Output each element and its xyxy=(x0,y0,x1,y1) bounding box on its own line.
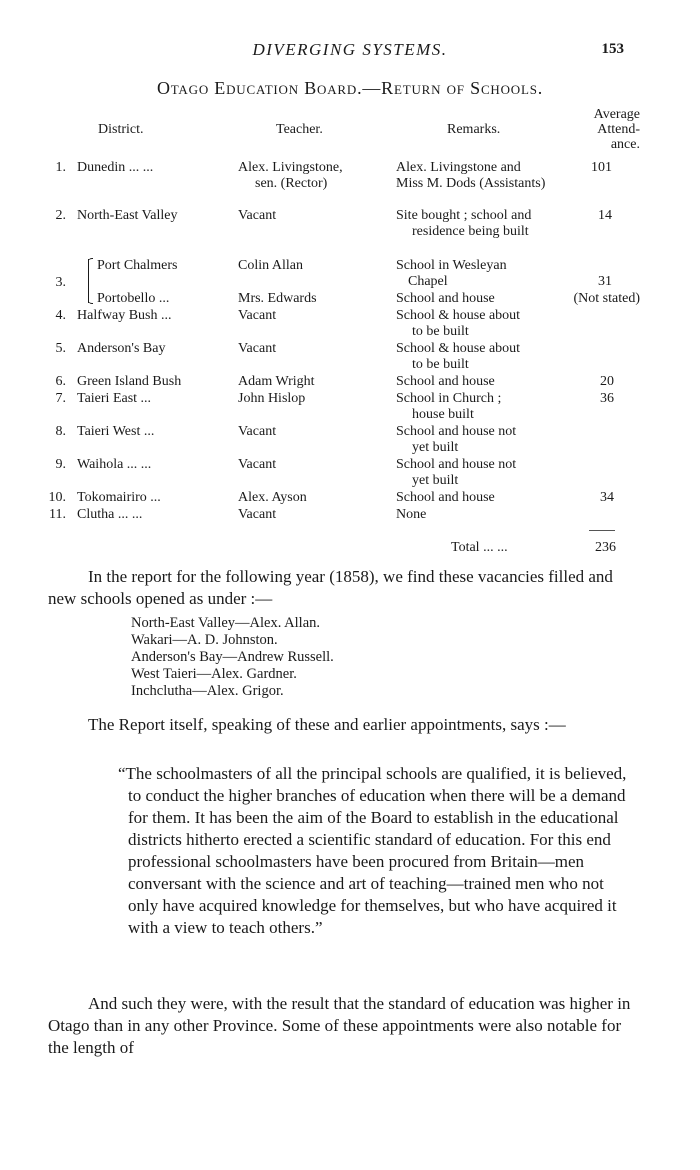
paragraph-intro: In the report for the following year (1858), we find these vacancies filled and new schools opened as under :— xyxy=(48,567,613,608)
teacher-cell: Adam Wright xyxy=(238,374,315,389)
district-cell: North-East Valley xyxy=(77,208,178,223)
district-cell: Halfway Bush ... xyxy=(77,308,172,323)
row-number: 8. xyxy=(55,424,66,439)
page-number: 153 xyxy=(601,41,624,57)
running-title: DIVERGING SYSTEMS. xyxy=(252,40,448,59)
row-number: 10. xyxy=(48,490,66,505)
attendance-cell: 101 xyxy=(591,160,612,175)
remarks-cell: Site bought ; school and xyxy=(396,208,532,223)
remarks-cell-line2: yet built xyxy=(412,440,459,455)
district-cell: Clutha ... ... xyxy=(77,507,143,522)
teacher-cell: Alex. Livingstone, xyxy=(238,160,343,175)
row-number: 1. xyxy=(55,160,66,175)
header-attendance: Average Attend- ance. xyxy=(593,107,640,152)
row-number: 6. xyxy=(55,374,66,389)
header-remarks: Remarks. xyxy=(447,122,501,137)
district-cell: Anderson's Bay xyxy=(77,341,166,356)
header-teacher: Teacher. xyxy=(276,122,323,137)
row-number: 5. xyxy=(55,341,66,356)
block-quote: “The schoolmasters of all the principal schools are qualified, it is believed, to conduct the higher branches of education when there will be a demand for them. It has been the aim of the Board to establish in the educational districts hitherto erected a scientific standard of education. For this end professional schoolmasters have been procured from Britain—men conversant with the science and art of teaching—trained men who not only have acquired knowledge for themselves, but who have acquired it with a view to teach others.” xyxy=(118,764,627,937)
district-cell: Dunedin ... ... xyxy=(77,160,154,175)
row-number: 9. xyxy=(55,457,66,472)
district-cell: Taieri West ... xyxy=(77,424,155,439)
district-cell: Tokomairiro ... xyxy=(77,490,161,505)
row-number: 3. xyxy=(55,275,66,290)
teacher-cell: Vacant xyxy=(238,341,277,356)
attendance-cell: 31 xyxy=(598,274,612,289)
teacher-cell: Vacant xyxy=(238,457,277,472)
header-district: District. xyxy=(98,122,144,137)
table-title: Otago Education Board.—Return of Schools. xyxy=(156,78,544,98)
paragraph-closing: And such they were, with the result that the standard of education was higher in Otago than in any other Province. Some of these appointments were also notable for the length of xyxy=(48,994,631,1057)
remarks-cell: None xyxy=(396,507,427,522)
attendance-cell: 36 xyxy=(600,391,614,406)
list-item: North-East Valley—Alex. Allan. xyxy=(131,615,321,631)
row-number: 4. xyxy=(55,308,66,323)
teacher-cell: John Hislop xyxy=(238,391,306,406)
list-item: West Taieri—Alex. Gardner. xyxy=(131,666,297,682)
teacher-cell: Vacant xyxy=(238,424,277,439)
remarks-cell: School and house xyxy=(396,490,495,505)
list-item: Inchclutha—Alex. Grigor. xyxy=(131,683,284,699)
appointments-list xyxy=(131,615,334,700)
teacher-cell-line2: sen. (Rector) xyxy=(255,176,328,191)
district-cell: Green Island Bush xyxy=(77,374,182,389)
group-brace xyxy=(88,259,95,303)
district-cell: Taieri East ... xyxy=(77,391,152,406)
attendance-cell: 14 xyxy=(598,208,612,223)
row-number: 11. xyxy=(49,507,66,522)
remarks-cell: School and house not xyxy=(396,457,517,472)
total-value: 236 xyxy=(595,540,616,555)
remarks-cell: School and house not xyxy=(396,424,517,439)
district-cell: Port Chalmers xyxy=(97,258,178,273)
paragraph-report: The Report itself, speaking of these and earlier appointments, says :— xyxy=(88,715,566,734)
remarks-cell: Alex. Livingstone and xyxy=(396,160,521,175)
attendance-cell: 20 xyxy=(600,374,614,389)
teacher-cell: Alex. Ayson xyxy=(238,490,307,505)
district-cell: Portobello ... xyxy=(97,291,170,306)
teacher-cell: Colin Allan xyxy=(238,258,303,273)
row-number: 2. xyxy=(55,208,66,223)
attendance-cell: (Not stated) xyxy=(573,291,640,306)
list-item: Wakari—A. D. Johnston. xyxy=(131,632,278,648)
remarks-cell-line2: to be built xyxy=(412,357,469,372)
row-number: 7. xyxy=(55,391,66,406)
total-rule xyxy=(589,530,615,531)
teacher-cell: Vacant xyxy=(238,208,277,223)
remarks-cell: School & house about xyxy=(396,308,521,323)
remarks-cell-line2: Chapel xyxy=(408,274,448,289)
remarks-cell: School & house about xyxy=(396,341,521,356)
attendance-cell: 34 xyxy=(600,490,614,505)
district-cell: Waihola ... ... xyxy=(77,457,152,472)
list-item: Anderson's Bay—Andrew Russell. xyxy=(131,649,334,665)
remarks-cell-line2: to be built xyxy=(412,324,469,339)
remarks-cell-line2: Miss M. Dods (Assistants) xyxy=(396,176,546,191)
remarks-cell: School in Wesleyan xyxy=(396,258,507,273)
running-head xyxy=(0,40,700,62)
remarks-cell-line2: residence being built xyxy=(412,224,529,239)
remarks-cell-line2: yet built xyxy=(412,473,459,488)
teacher-cell: Mrs. Edwards xyxy=(238,291,317,306)
remarks-cell: School in Church ; xyxy=(396,391,502,406)
remarks-cell-line2: house built xyxy=(412,407,474,422)
teacher-cell: Vacant xyxy=(238,507,277,522)
teacher-cell: Vacant xyxy=(238,308,277,323)
remarks-cell: School and house xyxy=(396,291,495,306)
total-label: Total ... ... xyxy=(451,540,508,555)
remarks-cell: School and house xyxy=(396,374,495,389)
